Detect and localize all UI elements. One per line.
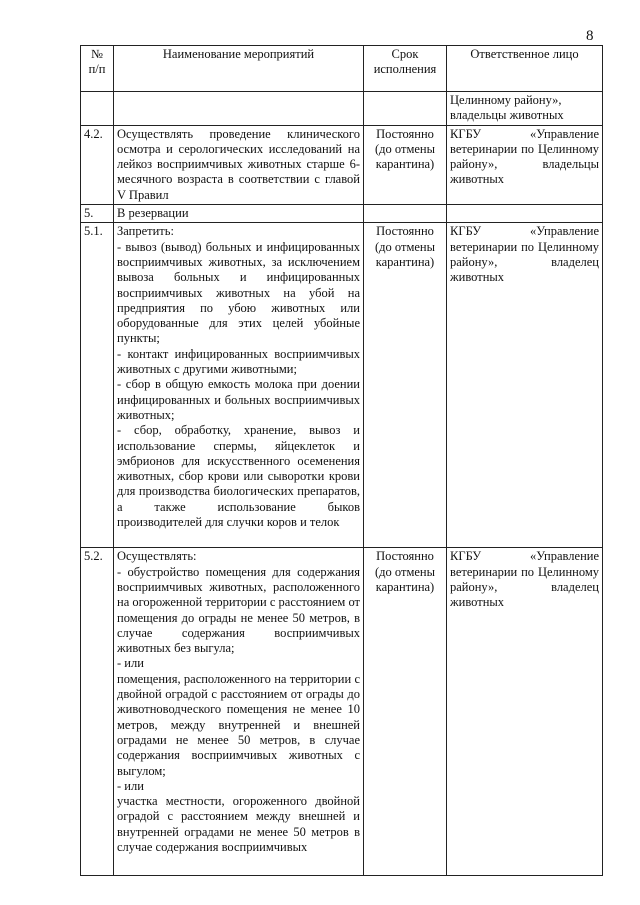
header-num-line2: п/п: [88, 62, 106, 77]
cell-num: 5.: [81, 205, 114, 223]
table-row-5-1: [81, 223, 603, 548]
name-paragraph: - или: [117, 656, 144, 671]
term-line: Постоянно: [376, 549, 434, 564]
cell-num: 4.2.: [81, 125, 114, 204]
name-paragraph: - контакт инфицированных восприимчивых животных с другими животными;: [117, 346, 360, 377]
table-header-row: [81, 46, 603, 92]
term-line: Постоянно: [376, 126, 434, 141]
cell-resp: КГБУ «Управление ветеринарии по Целинному району», владелец животных: [447, 548, 603, 876]
term-line: (до отмены: [375, 141, 435, 156]
cell-resp: КГБУ «Управление ветеринарии по Целинному району», владельцы животных: [447, 125, 603, 204]
cell-term: [364, 548, 447, 876]
name-paragraph: помещения, расположенного на территории с двойной оградой с расстоянием от ограды до животноводческого помещения не менее 10 метров, между внутренней и внешней оградами не менее 50 метров, в случае содержания восприимчивых животных с выгулом;: [117, 671, 360, 778]
measures-table: [80, 45, 603, 876]
header-name: Наименование мероприятий: [114, 46, 364, 92]
cell-name: [114, 223, 364, 548]
cell-term: [364, 92, 447, 126]
cell-num: 5.2.: [81, 548, 114, 876]
cell-resp: [447, 92, 603, 126]
cell-name: [114, 92, 364, 126]
header-resp: Ответственное лицо: [447, 46, 603, 92]
table-row-5: [81, 205, 603, 223]
resp-line: Целинному району»,: [450, 93, 562, 107]
name-paragraph: - сбор в общую емкость молока при доении инфицированных и больных восприимчивых животных;: [117, 377, 360, 422]
cell-name: В резервации: [114, 205, 364, 223]
term-line: карантина): [375, 157, 435, 172]
cell-resp: [447, 205, 603, 223]
resp-line: владельцы животных: [450, 108, 564, 123]
cell-term: [364, 223, 447, 548]
name-paragraph: - вывоз (вывод) больных и инфицированных восприимчивых животных, за исключением вывоза больных и инфицированных восприимчивых животных на убой на предприятия по убою животных или оборудованные для этих целей убойные пункты;: [117, 239, 360, 346]
header-num: [81, 46, 114, 92]
header-term: [364, 46, 447, 92]
cell-num: 5.1.: [81, 223, 114, 548]
name-paragraph: Запретить:: [117, 224, 174, 239]
term-line: (до отмены: [375, 239, 435, 254]
name-paragraph: - обустройство помещения для содержания восприимчивых животных, расположенного на огороженной территории с расстоянием от помещения до ограды не менее 50 метров, в случае содержания восприимчивых животных без выгула;: [117, 564, 360, 656]
term-line: Постоянно: [376, 224, 434, 239]
cell-resp: КГБУ «Управление ветеринарии по Целинному району», владелец животных: [447, 223, 603, 548]
term-line: карантина): [375, 254, 435, 269]
term-line: карантина): [375, 579, 435, 594]
cell-num: [81, 92, 114, 126]
page-number: 8: [586, 28, 594, 44]
table-row-5-2: [81, 548, 603, 876]
cell-name: [114, 548, 364, 876]
name-paragraph: - или: [117, 778, 144, 793]
header-term-line2: исполнения: [373, 62, 437, 77]
cell-term: [364, 125, 447, 204]
table-row-continuation: [81, 92, 603, 126]
name-paragraph: участка местности, огороженного двойной оградой с расстоянием между внешней и внутренней оградами не менее 50 метров в случае содержания восприимчивых: [117, 794, 360, 855]
table-row-4-2: [81, 125, 603, 204]
name-paragraph: - сбор, обработку, хранение, вывоз и использование спермы, яйцеклеток и эмбрионов для искусственного осеменения животных, сбор крови или сыворотки крови для производства биологических препаратов, а также использование быков производителей для случки коров и телок: [117, 423, 360, 530]
name-paragraph: Осуществлять:: [117, 549, 197, 564]
cell-name: Осуществлять проведение клинического осмотра и серологических исследований на лейкоз восприимчивых животных старше 6-месячного возраста в соответствии с главой V Правил: [114, 125, 364, 204]
cell-term: [364, 205, 447, 223]
term-line: (до отмены: [375, 564, 435, 579]
header-num-line1: №: [91, 47, 103, 61]
header-term-line1: Срок: [391, 47, 419, 61]
